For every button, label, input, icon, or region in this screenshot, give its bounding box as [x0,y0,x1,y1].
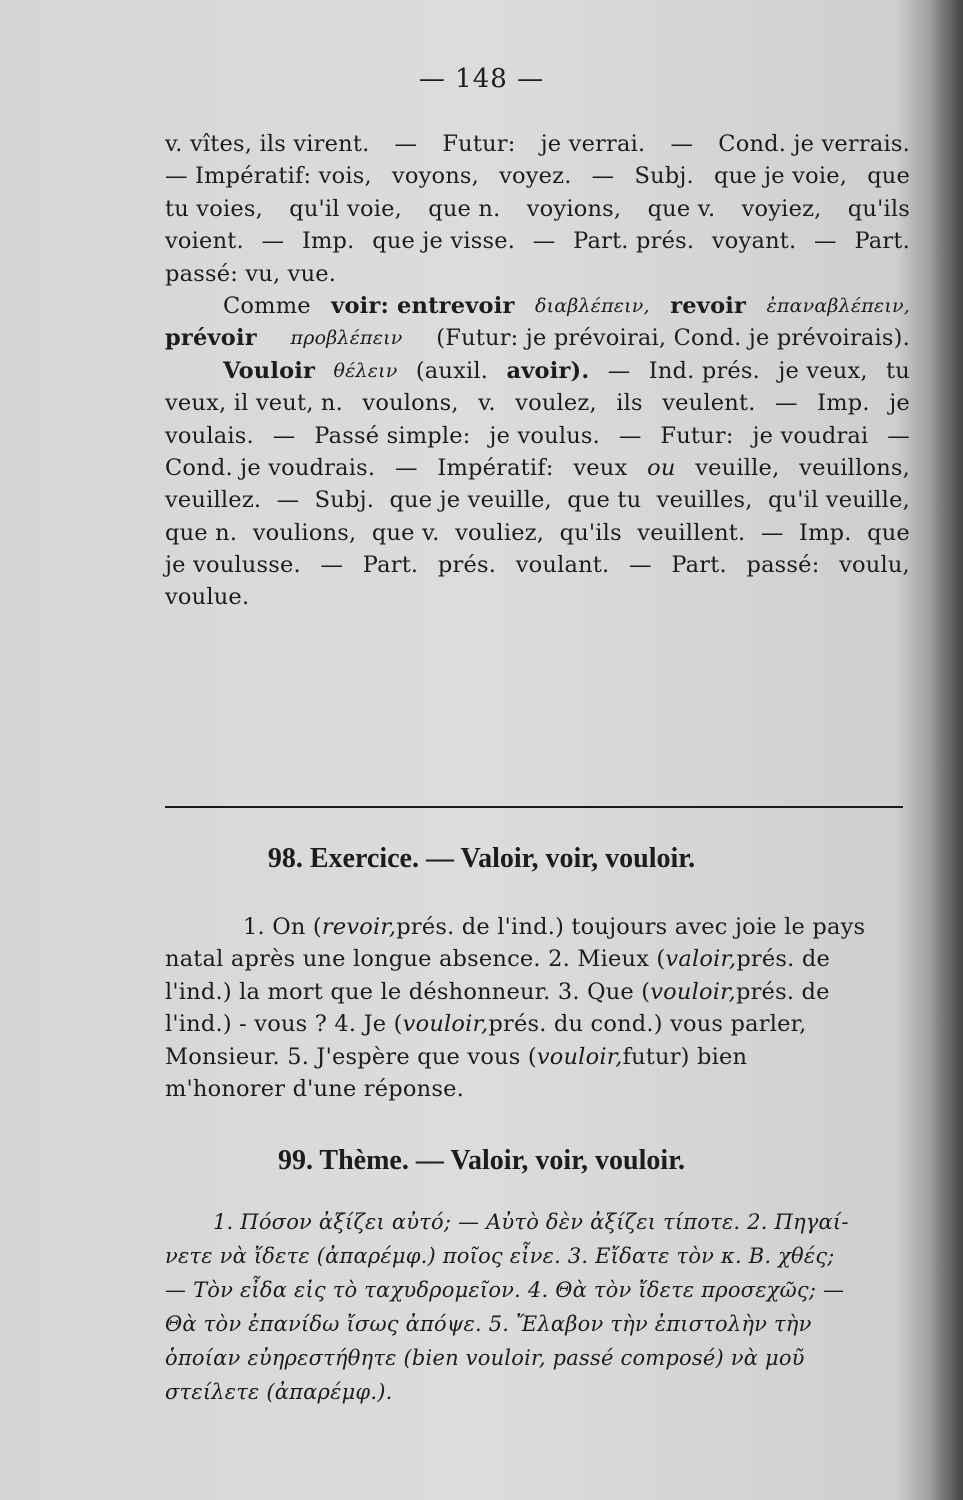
text-line: que n. voulions, que v. vouliez, qu'ils veuillent. — Imp. que [165,519,910,546]
text-line: passé: vu, vue. [165,260,337,287]
page-number: — 148 — [418,64,545,94]
theme-heading: 99. Thème. — Valoir, voir, vouloir. [277,1145,686,1176]
text-line: m'honorer d'une réponse. [165,1075,464,1102]
text-line: veuillez. — Subj. que je veuille, que tu veuilles, qu'il veuille, [165,487,910,514]
theme-text [165,1205,910,1409]
text-line: Comme voir: entrevoir διαβλέπειν, revoir ἐπαναβλέπειν, [223,292,910,319]
text-line: Vouloir θέλειν (auxil. avoir). — Ind. prés. je veux, tu [223,357,910,384]
text-line: 1. Πόσον ἀξίζει αὐτό; — Αὐτὸ δὲν ἀξίζει τίποτε. 2. Πηγαί- [213,1210,849,1234]
text-line: l'ind.) - vous ? 4. Je ( vouloir, prés. du cond.) vous parler, [165,1011,807,1038]
text-line: prévoir προβλέπειν (Futur: je prévoirai, Cond. je prévoirais). [165,325,910,352]
page-edge-shadow [929,0,963,1500]
text-line: v. vîtes, ils virent. — Futur: je verrai. — Cond. je verrais. [165,131,910,157]
text-line: natal après une longue absence. 2. Mieux ( valoir, prés. de [165,946,830,973]
text-line: voulais. — Passé simple: je voulus. — Futur: je voudrai — [165,422,910,449]
text-line: veux, il veut, n. voulons, v. voulez, ils veulent. — Imp. je [165,390,910,417]
exercice-heading: 98. Exercice. — Valoir, voir, vouloir. [267,843,696,874]
text-line: je voulusse. — Part. prés. voulant. — Part. passé: voulu, [165,552,910,579]
text-line: Θὰ τὸν ἐπανίδω ἴσως ἀπόψε. 5. Ἔλαβον τὴν ἐπιστολὴν τὴν [165,1312,812,1336]
text-line: voulue. [165,584,250,611]
text-line: Cond. je voudrais. — Impératif: veux ou veuille, veuillons, [165,454,910,481]
text-line: νετε νὰ ἴδετε (ἀπαρέμφ.) ποῖος εἶνε. 3. Εἴδατε τὸν κ. Β. χθές; [165,1244,835,1268]
text-line: ὁποίαν εὐηρεστήθητε (bien vouloir, passé composé) νὰ μοῦ [165,1346,805,1370]
exercice-text [165,911,910,1105]
paragraph-voir [165,128,910,614]
section-divider [165,806,903,808]
text-line: — Impératif: vois, voyons, voyez. — Subj. que je voie, que [165,163,910,190]
text-line: 1. On ( revoir, prés. de l'ind.) toujours avec joie le pays [243,914,866,940]
text-line: στείλετε (ἀπαρέμφ.). [165,1380,393,1404]
text-line: tu voies, qu'il voie, que n. voyions, que v. voyiez, qu'ils [165,195,910,222]
text-line: — Τὸν εἶδα εἰς τὸ ταχυδρομεῖον. 4. Θὰ τὸν ἴδετε προσεχῶς; — [165,1278,845,1302]
text-line: l'ind.) la mort que le déshonneur. 3. Que ( vouloir, prés. de [165,978,830,1005]
text-line: Monsieur. 5. J'espère que vous ( vouloir, futur) bien [165,1043,748,1070]
text-line: voient. — Imp. que je visse. — Part. prés. voyant. — Part. [165,228,910,255]
